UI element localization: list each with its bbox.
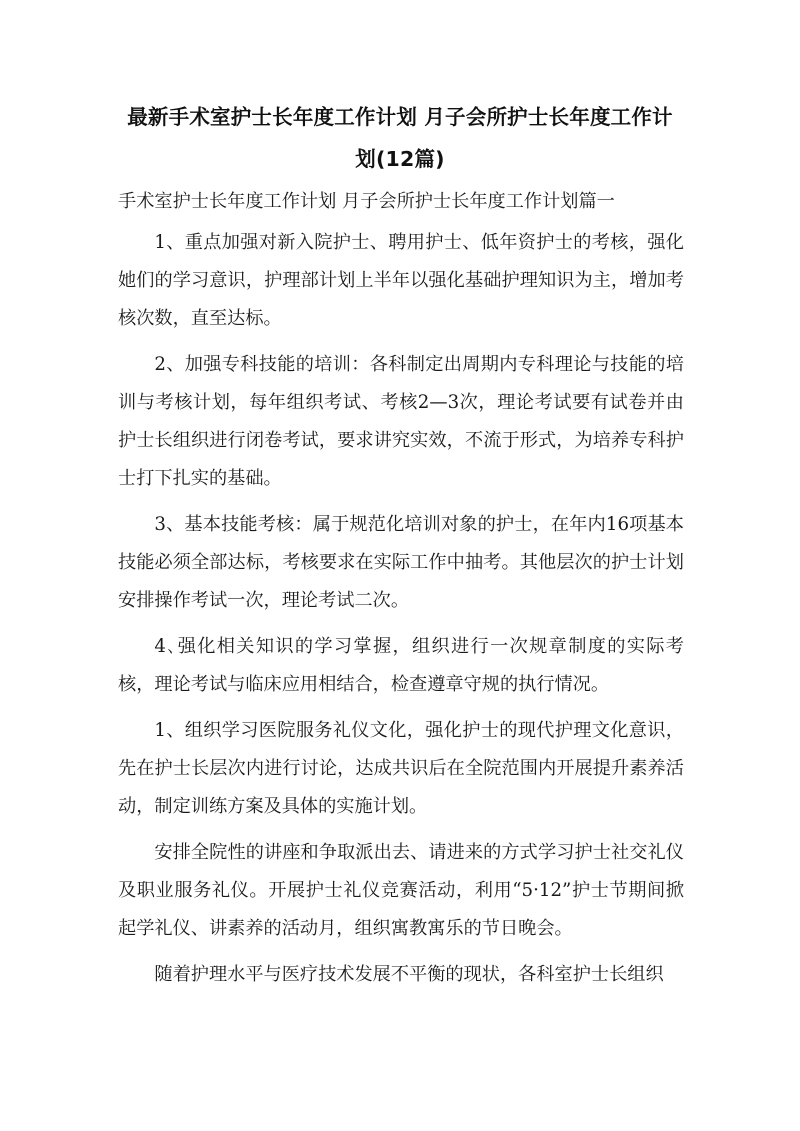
paragraph-3: 3、基本技能考核：属于规范化培训对象的护士，在年内16项基本技能必须全部达标，考核要求在实际工作中抽考。其他层次的护士计划安排操作考试一次，理论考试二次。 bbox=[118, 514, 684, 611]
paragraph-6: 安排全院性的讲座和争取派出去、请进来的方式学习护士社交礼仪及职业服务礼仪。开展护士礼仪竞赛活动，利用“5·12”护士节期间掀起学礼仪、讲素养的活动月，组织寓教寓乐的节日晚会。 bbox=[118, 842, 684, 939]
document-body bbox=[118, 183, 684, 1002]
document-title: 最新手术室护士长年度工作计划 月子会所护士长年度工作计划(12篇) bbox=[127, 105, 673, 171]
paragraph-7: 随着护理水平与医疗技术发展不平衡的现状，各科室护士长组织 bbox=[154, 964, 664, 985]
paragraph-2: 2、加强专科技能的培训：各科制定出周期内专科理论与技能的培训与考核计划，每年组织考试、考核2—3次，理论考试要有试卷并由护士长组织进行闭卷考试，要求讲究实效，不流于形式，为培养专科护士打下扎实的基础。 bbox=[118, 354, 684, 489]
paragraph-1: 1、重点加强对新入院护士、聘用护士、低年资护士的考核，强化她们的学习意识，护理部计划上半年以强化基础护理知识为主，增加考核次数，直至达标。 bbox=[118, 232, 684, 329]
section-heading: 手术室护士长年度工作计划 月子会所护士长年度工作计划篇一 bbox=[118, 191, 615, 212]
paragraph-5: 1、组织学习医院服务礼仪文化，强化护士的现代护理文化意识，先在护士长层次内进行讨论，达成共识后在全院范围内开展提升素养活动，制定训练方案及具体的实施计划。 bbox=[118, 720, 684, 817]
paragraph-4: 4､强化相关知识的学习掌握，组织进行一次规章制度的实际考核，理论考试与临床应用相结合，检查遵章守规的执行情况。 bbox=[118, 636, 684, 695]
